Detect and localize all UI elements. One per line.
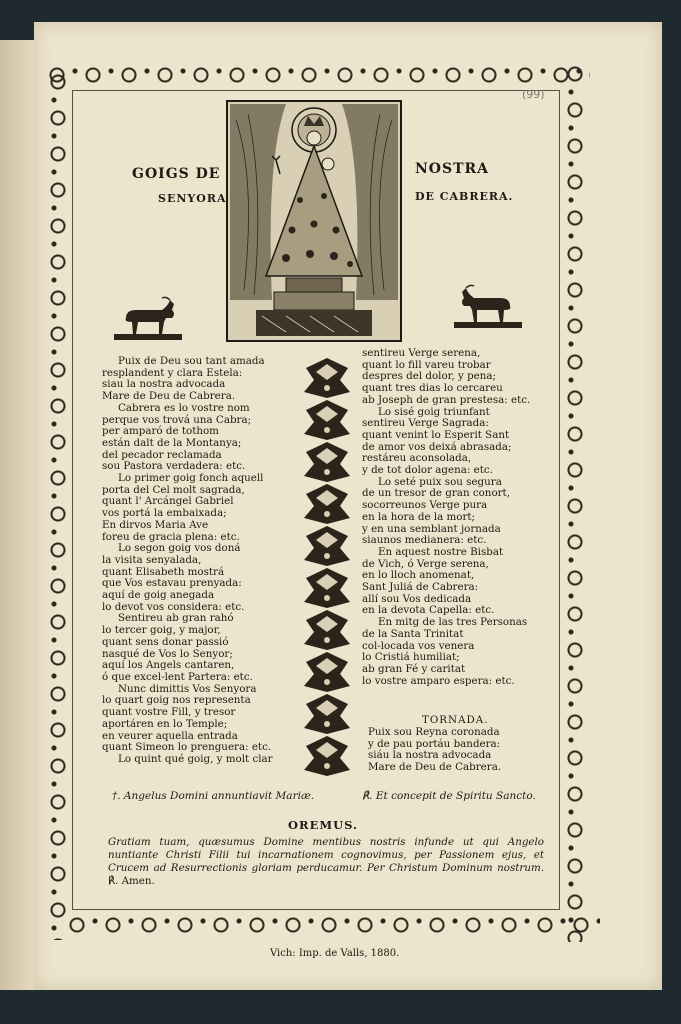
verse-line: despres del dolor, y pena; [362,370,497,383]
title-de-cabrera: DE CABRERA. [415,190,514,203]
verse-line: siau la nostra advocada [102,378,226,391]
verse-line: Nunc dimittis Vos Senyora [118,682,257,695]
verse-line: ab Joseph de gran prestesa: etc. [362,393,531,406]
verse-line: ó que excel-lent Partera: etc. [102,670,253,683]
verse-line: restáreu aconsolada, [362,452,472,465]
verse-line: Cabrera es lo vostre nom [118,401,250,414]
title-nostra: NOSTRA [415,161,490,177]
verse-line: quant Elisabeth mostrá [102,565,225,578]
virgin-of-cabrera-woodcut-icon [226,100,402,342]
verse-line: quant l' Arcángel Gabriel [102,495,234,508]
verse-line: aquí de goig anegada [102,589,215,602]
verse-line: en veurer aquella entrada [102,729,238,742]
ornamental-border-top [45,62,590,88]
folio-number: (99) [522,88,545,101]
verse-line: Lo quint qué goig, y molt clar [118,752,273,765]
ornamental-border-right [562,62,588,942]
verse-line: En aquest nostre Bisbat [378,545,504,558]
verse-line: de la Santa Trinitat [362,627,464,640]
verse-line: Sant Juliá de Cabrera: [362,581,479,594]
ornamental-border-bottom [65,912,600,938]
verse-line: lo vostre amparo espera: etc. [362,674,515,687]
verse-line: per amparó de tothom [102,425,219,438]
verse-line: y de pau portáu bandera: [368,737,501,750]
verse-line: quant vostre Fill, y tresor [102,706,236,719]
verse-line: En dirvos Maria Ave [102,518,209,531]
verses-left-column [102,356,302,766]
title-senyora: SENYORA [158,192,227,205]
verse-line: siaunos medianera: etc. [362,534,487,547]
verse-line: Puix de Deu sou tant amada [118,355,265,367]
verse-line: están dalt de la Montanya; [102,436,242,449]
verse-line: Sentireu ab gran rahó [118,612,234,625]
verse-line: de Vich, ó Verge serena, [362,557,489,570]
verse-line: y de tot dolor agena: etc. [362,464,493,477]
verse-line: Lo primer goig fonch aquell [118,472,264,485]
verse-line: Lo seté puix sou segura [378,475,502,488]
verse-line: socorreunos Verge pura [362,499,488,512]
verse-line: la visita senyalada, [102,553,202,566]
goat-left-icon [112,296,184,342]
verse-line: en lo lloch anomenat, [362,569,475,582]
verse-line: Lo sisé goig triunfant [378,405,490,418]
verse-line: y en una semblant jornada [362,522,501,535]
verse-line: Mare de Deu de Cabrera. [102,390,236,403]
versicle: †. Angelus Domini annuntiavit Mariæ. [112,790,315,802]
verse-line: col-locada vos venera [362,639,475,652]
prayer-text [108,836,544,888]
amen: ℟. Amen. [108,875,155,887]
verse-line: lo Cristiá humiliat; [362,651,460,664]
verse-line: vos portá la embaixada; [102,507,227,520]
verses-right-column [362,348,552,687]
verse-line: Puix sou Reyna coronada [368,726,500,738]
verse-line: lo tercer goig, y major, [102,624,221,637]
verse-line: foreu de gracia plena: etc. [102,530,240,543]
verse-line: que Vos estavau prenyada: [102,577,242,590]
verse-line: sentireu Verge Sagrada: [362,417,489,430]
verse-line: perque vos trová una Cabra; [102,413,252,426]
verse-line: ab gran Fé y caritat [362,662,466,675]
goat-right-icon [452,284,524,330]
verse-line: aquí los Angels cantaren, [102,659,235,672]
verse-line: lo quart goig nos representa [102,694,251,707]
verse-line: en la hora de la mort; [362,510,476,523]
title-goigs-de: GOIGS DE [132,166,221,182]
verse-line: de amor vos deixá abrasada; [362,440,512,453]
verse-line: porta del Cel molt sagrada, [102,483,245,496]
oremus-heading: OREMUS. [288,818,358,832]
verse-line: del pecador reclamada [102,448,222,461]
prayer-body: Gratiam tuam, quæsumus Domine mentibus nostris infunde ut qui Angelo nuntiante Christi Filii tui incarnationem cognovimus, per Passionem ejus, et Crucem ad Resurrectionis gloriam perducamur. Per Christum Dominum nostrum. [108,836,544,874]
verse-line: En mitg de las tres Personas [378,616,528,629]
verse-line: Lo segon goig vos doná [118,542,241,555]
verse-line: siáu la nostra advocada [368,749,492,762]
verse-line: nasqué de Vos lo Senyor; [102,647,233,660]
verse-line: allí sou Vos dedicada [362,592,472,605]
tornada-verses [368,727,501,774]
center-column-ornament [298,358,356,784]
verse-line: quant sens donar passió [102,635,229,648]
response: ℟. Et concepit de Spiritu Sancto. [362,790,536,802]
verse-line: sou Pastora verdadera: etc. [102,460,246,473]
verse-line: aportáren en lo Temple; [102,717,228,730]
verse-line: quant tres dias lo cercareu [362,382,503,395]
verse-line: resplandent y clara Estela: [102,366,243,379]
tornada-heading: TORNADA. [422,714,489,726]
verse-line: lo devot vos considera: etc. [102,600,245,613]
verse-line: en la devota Capella: etc. [362,604,495,617]
verse-line: quant Simeon lo prenguera: etc. [102,741,272,754]
imprint: Vich: Imp. de Valls, 1880. [270,948,400,959]
verse-line: Mare de Deu de Cabrera. [368,761,502,774]
verse-line: quant lo fill vareu trobar [362,358,491,371]
ornamental-border-left [45,70,71,940]
verse-line: de un tresor de gran conort, [362,487,510,500]
verse-line: quant venint lo Esperit Sant [362,428,510,441]
verse-line: sentireu Verge serena, [362,347,481,359]
